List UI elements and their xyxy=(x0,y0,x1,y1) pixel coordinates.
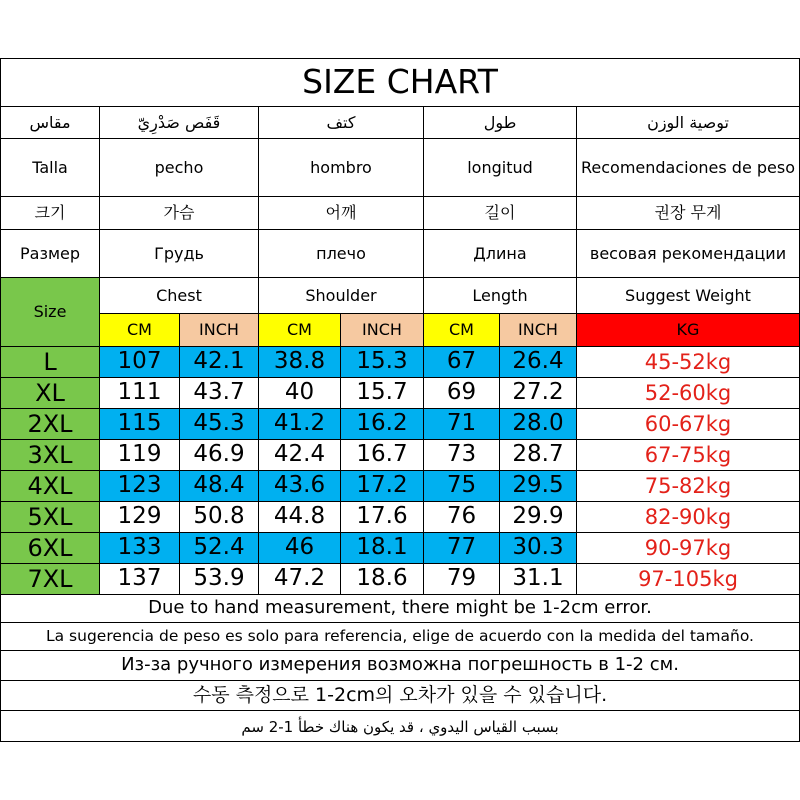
note-3: Из-за ручного измерения возможна погрешность в 1-2 см. xyxy=(1,651,799,681)
header-spanish-3: longitud xyxy=(424,139,577,197)
header-russian-0: Размер xyxy=(1,230,100,278)
cell-chest-cm: 133 xyxy=(100,533,180,564)
cell-weight: 75-82kg xyxy=(577,471,799,502)
cell-chest-in: 53.9 xyxy=(180,564,259,595)
cell-chest-cm: 123 xyxy=(100,471,180,502)
note-5: بسبب القياس اليدوي ، قد يكون هناك خطأ 1-2 سم xyxy=(241,717,559,736)
size-label: 6XL xyxy=(1,533,100,564)
cell-shoulder-in: 16.7 xyxy=(341,440,424,471)
cell-length-cm: 69 xyxy=(424,378,500,409)
unit-kg: KG xyxy=(577,314,799,347)
header-english-1: Chest xyxy=(100,278,259,314)
unit-inch-0: INCH xyxy=(180,314,259,347)
header-russian-1: Грудь xyxy=(100,230,259,278)
unit-cm-0: CM xyxy=(100,314,180,347)
cell-length-cm: 77 xyxy=(424,533,500,564)
cell-weight: 67-75kg xyxy=(577,440,799,471)
cell-shoulder-in: 18.6 xyxy=(341,564,424,595)
cell-shoulder-in: 17.2 xyxy=(341,471,424,502)
cell-shoulder-cm: 42.4 xyxy=(259,440,341,471)
header-english-2: Shoulder xyxy=(259,278,424,314)
size-label: 2XL xyxy=(1,409,100,440)
header-spanish-2: hombro xyxy=(259,139,424,197)
header-russian-2: плечо xyxy=(259,230,424,278)
cell-length-cm: 79 xyxy=(424,564,500,595)
header-korean-0: 크기 xyxy=(1,197,100,230)
cell-chest-cm: 107 xyxy=(100,347,180,378)
cell-chest-in: 45.3 xyxy=(180,409,259,440)
note-1: Due to hand measurement, there might be 1-2cm error. xyxy=(1,595,799,623)
cell-shoulder-cm: 46 xyxy=(259,533,341,564)
size-label: L xyxy=(1,347,100,378)
cell-shoulder-in: 18.1 xyxy=(341,533,424,564)
cell-chest-in: 52.4 xyxy=(180,533,259,564)
size-label: 7XL xyxy=(1,564,100,595)
note-2: La sugerencia de peso es solo para referencia, elige de acuerdo con la medida del tamaño. xyxy=(1,623,799,651)
size-label: XL xyxy=(1,378,100,409)
size-label: 5XL xyxy=(1,502,100,533)
cell-weight: 82-90kg xyxy=(577,502,799,533)
cell-weight: 60-67kg xyxy=(577,409,799,440)
cell-chest-in: 43.7 xyxy=(180,378,259,409)
cell-shoulder-in: 16.2 xyxy=(341,409,424,440)
cell-length-cm: 71 xyxy=(424,409,500,440)
unit-inch-1: INCH xyxy=(341,314,424,347)
header-korean-4: 권장 무게 xyxy=(577,197,799,230)
size-chart-table xyxy=(0,58,800,742)
cell-length-in: 31.1 xyxy=(500,564,577,595)
header-spanish-0: Talla xyxy=(1,139,100,197)
cell-shoulder-cm: 47.2 xyxy=(259,564,341,595)
cell-length-in: 27.2 xyxy=(500,378,577,409)
header-korean-2: 어깨 xyxy=(259,197,424,230)
cell-shoulder-in: 15.7 xyxy=(341,378,424,409)
header-english-size: Size xyxy=(1,278,100,347)
header-english-4: Suggest Weight xyxy=(577,278,799,314)
cell-length-in: 29.5 xyxy=(500,471,577,502)
cell-length-cm: 76 xyxy=(424,502,500,533)
cell-length-in: 29.9 xyxy=(500,502,577,533)
header-english-3: Length xyxy=(424,278,577,314)
cell-chest-cm: 111 xyxy=(100,378,180,409)
cell-length-cm: 67 xyxy=(424,347,500,378)
cell-shoulder-cm: 44.8 xyxy=(259,502,341,533)
cell-length-in: 26.4 xyxy=(500,347,577,378)
cell-weight: 97-105kg xyxy=(577,564,799,595)
header-arabic-0: مقاس xyxy=(1,107,100,139)
cell-length-in: 30.3 xyxy=(500,533,577,564)
header-russian-4: весовая рекомендации xyxy=(577,230,799,278)
header-spanish-1: pecho xyxy=(100,139,259,197)
unit-cm-2: CM xyxy=(424,314,500,347)
cell-shoulder-cm: 43.6 xyxy=(259,471,341,502)
header-arabic-3: طول xyxy=(424,107,577,139)
cell-length-cm: 73 xyxy=(424,440,500,471)
unit-cm-1: CM xyxy=(259,314,341,347)
cell-length-in: 28.7 xyxy=(500,440,577,471)
unit-inch-2: INCH xyxy=(500,314,577,347)
cell-chest-in: 42.1 xyxy=(180,347,259,378)
cell-chest-cm: 137 xyxy=(100,564,180,595)
cell-shoulder-cm: 41.2 xyxy=(259,409,341,440)
cell-chest-cm: 115 xyxy=(100,409,180,440)
note-4: 수동 측정으로 1-2cm의 오차가 있을 수 있습니다. xyxy=(1,681,799,711)
header-arabic-2: كتف xyxy=(259,107,424,139)
cell-length-in: 28.0 xyxy=(500,409,577,440)
header-korean-1: 가슴 xyxy=(100,197,259,230)
header-spanish-4: Recomendaciones de peso xyxy=(577,139,799,197)
cell-shoulder-cm: 40 xyxy=(259,378,341,409)
cell-chest-cm: 119 xyxy=(100,440,180,471)
cell-weight: 45-52kg xyxy=(577,347,799,378)
chart-title: SIZE CHART xyxy=(1,59,799,107)
header-korean-3: 길이 xyxy=(424,197,577,230)
header-russian-3: Длина xyxy=(424,230,577,278)
cell-shoulder-cm: 38.8 xyxy=(259,347,341,378)
cell-chest-cm: 129 xyxy=(100,502,180,533)
cell-chest-in: 48.4 xyxy=(180,471,259,502)
cell-shoulder-in: 17.6 xyxy=(341,502,424,533)
size-label: 4XL xyxy=(1,471,100,502)
header-arabic-4: توصية الوزن xyxy=(577,107,799,139)
header-arabic-1: قَفَص صَدْرِيّ xyxy=(100,107,259,139)
cell-weight: 52-60kg xyxy=(577,378,799,409)
size-label: 3XL xyxy=(1,440,100,471)
cell-shoulder-in: 15.3 xyxy=(341,347,424,378)
cell-weight: 90-97kg xyxy=(577,533,799,564)
cell-chest-in: 46.9 xyxy=(180,440,259,471)
cell-chest-in: 50.8 xyxy=(180,502,259,533)
cell-length-cm: 75 xyxy=(424,471,500,502)
